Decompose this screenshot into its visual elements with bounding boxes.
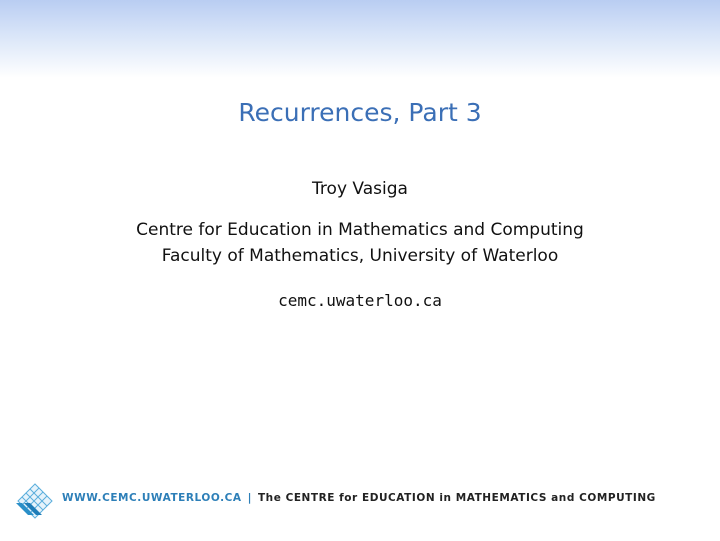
- footer-centre-name: The CENTRE for EDUCATION in MATHEMATICS and COMPUTING: [257, 492, 656, 504]
- slide-title: Recurrences, Part 3: [238, 98, 482, 127]
- author-name: Troy Vasiga: [312, 179, 408, 199]
- footer-separator: |: [247, 492, 252, 504]
- institution-line-2: Faculty of Mathematics, University of Waterloo: [161, 246, 559, 266]
- footer-text: [62, 492, 656, 504]
- cemc-logo-icon: [14, 481, 56, 519]
- footer-bar: [0, 478, 720, 522]
- header-gradient-band: [0, 0, 720, 78]
- institution-line-1: Centre for Education in Mathematics and Computing: [136, 220, 584, 240]
- website-url: cemc.uwaterloo.ca: [278, 291, 442, 310]
- footer-site-link[interactable]: WWW.CEMC.UWATERLOO.CA: [62, 492, 242, 504]
